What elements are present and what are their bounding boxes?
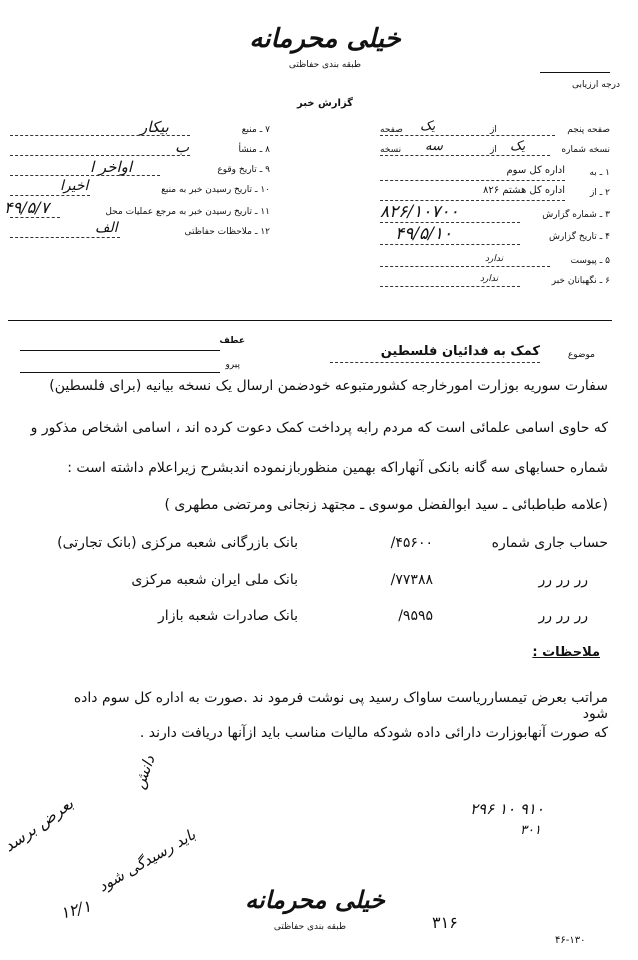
- stamp-sub: ۳۰۱: [520, 823, 541, 838]
- body-line-1: سفارت سوریه بوزارت امورخارجه کشورمتبوعه خودضمن ارسال یک نسخه بیانیه (برای فلسطین): [49, 378, 608, 394]
- field-arrival-ops-line: [10, 217, 60, 218]
- attachment-value: ندارد: [485, 254, 504, 264]
- stamp-numbers: ۲۹۶ ۱۰ ۹۱۰: [470, 800, 544, 818]
- subject-label: موضوع: [567, 350, 595, 360]
- bank-row: [0, 535, 608, 557]
- bank-name: بانک بازرگانی شعبه مرکزی (بانک تجارتی): [57, 535, 298, 551]
- notes-line-1: مراتب بعرض تیمساررياست ساواک رسید پی نوشت فرمود ند .صورت به اداره کل سوم داده شود: [73, 690, 608, 722]
- page-number: ۳۱۶: [432, 913, 458, 932]
- page-label: صفحه پنجم: [567, 125, 610, 135]
- field-arrival-ops-label: ۱۱ ـ تاریخ رسیدن خبر به مرجع عملیات محل: [105, 207, 270, 217]
- to-value: اداره کل سوم: [506, 165, 565, 176]
- body-line-3: شماره حسابهای سه گانه بانکی آنهاراکه بهمین منظوربازنموده اندبشرح زیراعلام داشته است :: [67, 460, 608, 476]
- bank-account-number: ۹۵۹۵/: [398, 608, 433, 624]
- field-arrival-source-label: ۱۰ ـ تاریخ رسیدن خبر به منبع: [161, 185, 270, 195]
- from-label: ۲ ـ از: [589, 188, 610, 198]
- from-line: [380, 200, 565, 201]
- classification-bottom: خیلی محرمانه: [245, 885, 385, 914]
- attachment-line: [380, 266, 550, 267]
- report-date-value: ۴۹/۵/۱۰: [395, 224, 453, 244]
- reference-label: عطف: [219, 336, 245, 346]
- page-suffix: صفحه: [380, 125, 403, 135]
- to-line: [380, 180, 565, 181]
- report-number-line: [380, 222, 520, 223]
- copy-value: یک: [510, 139, 526, 154]
- field-occurrence-value: اواخر ا: [90, 158, 133, 176]
- field-source-label: ۷ ـ منبع: [241, 125, 270, 135]
- subject-value: کمک به فدائیان فلسطین: [380, 344, 540, 359]
- field-arrival-source-value: اخیرا: [60, 178, 89, 194]
- field-origin-label: ۸ ـ منشأ: [238, 145, 270, 155]
- bank-name: بانک ملی ایران شعبه مرکزی: [131, 572, 298, 588]
- field-protection-value: الف: [95, 220, 118, 236]
- field-arrival-source-line: [10, 195, 90, 196]
- copy-total: سه: [425, 139, 443, 154]
- body-line-2: که حاوی اسامی علمائی است که مردم رابه پرداخت کمک دعوت کرده اند ، اسامی اشخاص مذکور و: [30, 420, 608, 436]
- classification-level-bottom: طبقه بندی حفاظتی: [273, 922, 347, 932]
- classification-level-top: طبقه بندی حفاظتی: [288, 60, 362, 70]
- form-code: ۴۶-۱۳۰: [555, 935, 586, 946]
- keepers-label: ۶ ـ نگهبانان خبر: [551, 276, 610, 286]
- field-protection-label: ۱۲ ـ ملاحظات حفاظتی: [184, 227, 270, 237]
- report-date-line: [380, 244, 520, 245]
- page-line: [380, 135, 555, 136]
- bank-account-number: ۴۵۶۰۰/: [390, 535, 433, 551]
- report-date-label: ۴ ـ تاریخ گزارش: [548, 232, 610, 242]
- page-of: از: [490, 125, 497, 135]
- followup-line: [20, 372, 220, 373]
- header-divider: [8, 320, 612, 321]
- copy-of: از: [490, 145, 497, 155]
- copy-label: نسخه شماره: [561, 145, 610, 155]
- field-occurrence-line: [10, 175, 160, 176]
- classification-top: خیلی محرمانه: [249, 24, 401, 54]
- subject-line: [330, 362, 540, 363]
- field-origin-value: ب: [175, 138, 190, 156]
- handwritten-date: ۱۲/۱: [58, 896, 94, 923]
- bank-account-number: ۷۷۳۸۸/: [390, 572, 433, 588]
- bank-name: بانک صادرات شعبه بازار: [158, 608, 298, 624]
- copy-line: [380, 155, 550, 156]
- field-source-line: [10, 135, 190, 136]
- followup-label: پیرو: [225, 360, 240, 370]
- handwritten-initials: دانش: [130, 752, 159, 792]
- field-occurrence-label: ۹ ـ تاریخ وقوع: [217, 165, 270, 175]
- attachment-label: ۵ ـ پیوست: [570, 256, 610, 266]
- to-label: ۱ ـ به: [589, 168, 610, 178]
- body-line-4: (علامه طباطبائی ـ سید ابوالفضل موسوی ـ مجتهد زنجانی ومرتضی مطهری ): [164, 497, 608, 513]
- bank-account-label: رر رر رر: [538, 608, 588, 624]
- report-number-value: ۸۲۶/۱۰۷۰۰: [380, 202, 459, 222]
- bank-account-label: حساب جاری شماره: [491, 535, 608, 551]
- handwritten-diagonal-note: باید رسیدگی شود: [95, 825, 199, 896]
- reference-line: [20, 350, 220, 351]
- report-title: گزارش خبر: [296, 98, 353, 109]
- keepers-line: [380, 286, 520, 287]
- report-number-label: ۳ ـ شماره گزارش: [542, 210, 610, 220]
- notes-label: ملاحظات :: [532, 645, 600, 660]
- bank-row: [0, 572, 608, 594]
- field-origin-line: [10, 155, 190, 156]
- page-value: یک: [420, 119, 436, 134]
- from-value: اداره کل هشتم ۸۲۶: [483, 185, 565, 196]
- field-source-value: بیکار: [140, 118, 169, 136]
- bank-row: [0, 608, 608, 630]
- handwritten-margin-note: بعرض برسد: [0, 793, 77, 856]
- notes-line-2: که صورت آنهابوزارت دارائی داده شودکه مالیات مناسب باید ازآنها دریافت دارند .: [139, 725, 608, 741]
- copy-suffix: نسخه: [380, 145, 402, 155]
- bank-account-label: رر رر رر: [538, 572, 588, 588]
- field-protection-line: [10, 237, 120, 238]
- degree-label: درجه ارزیابی: [571, 80, 620, 90]
- field-arrival-ops-value: ۴۹/۵/۷: [4, 198, 50, 217]
- degree-line: [540, 72, 610, 73]
- keepers-value: ندارد: [480, 274, 499, 284]
